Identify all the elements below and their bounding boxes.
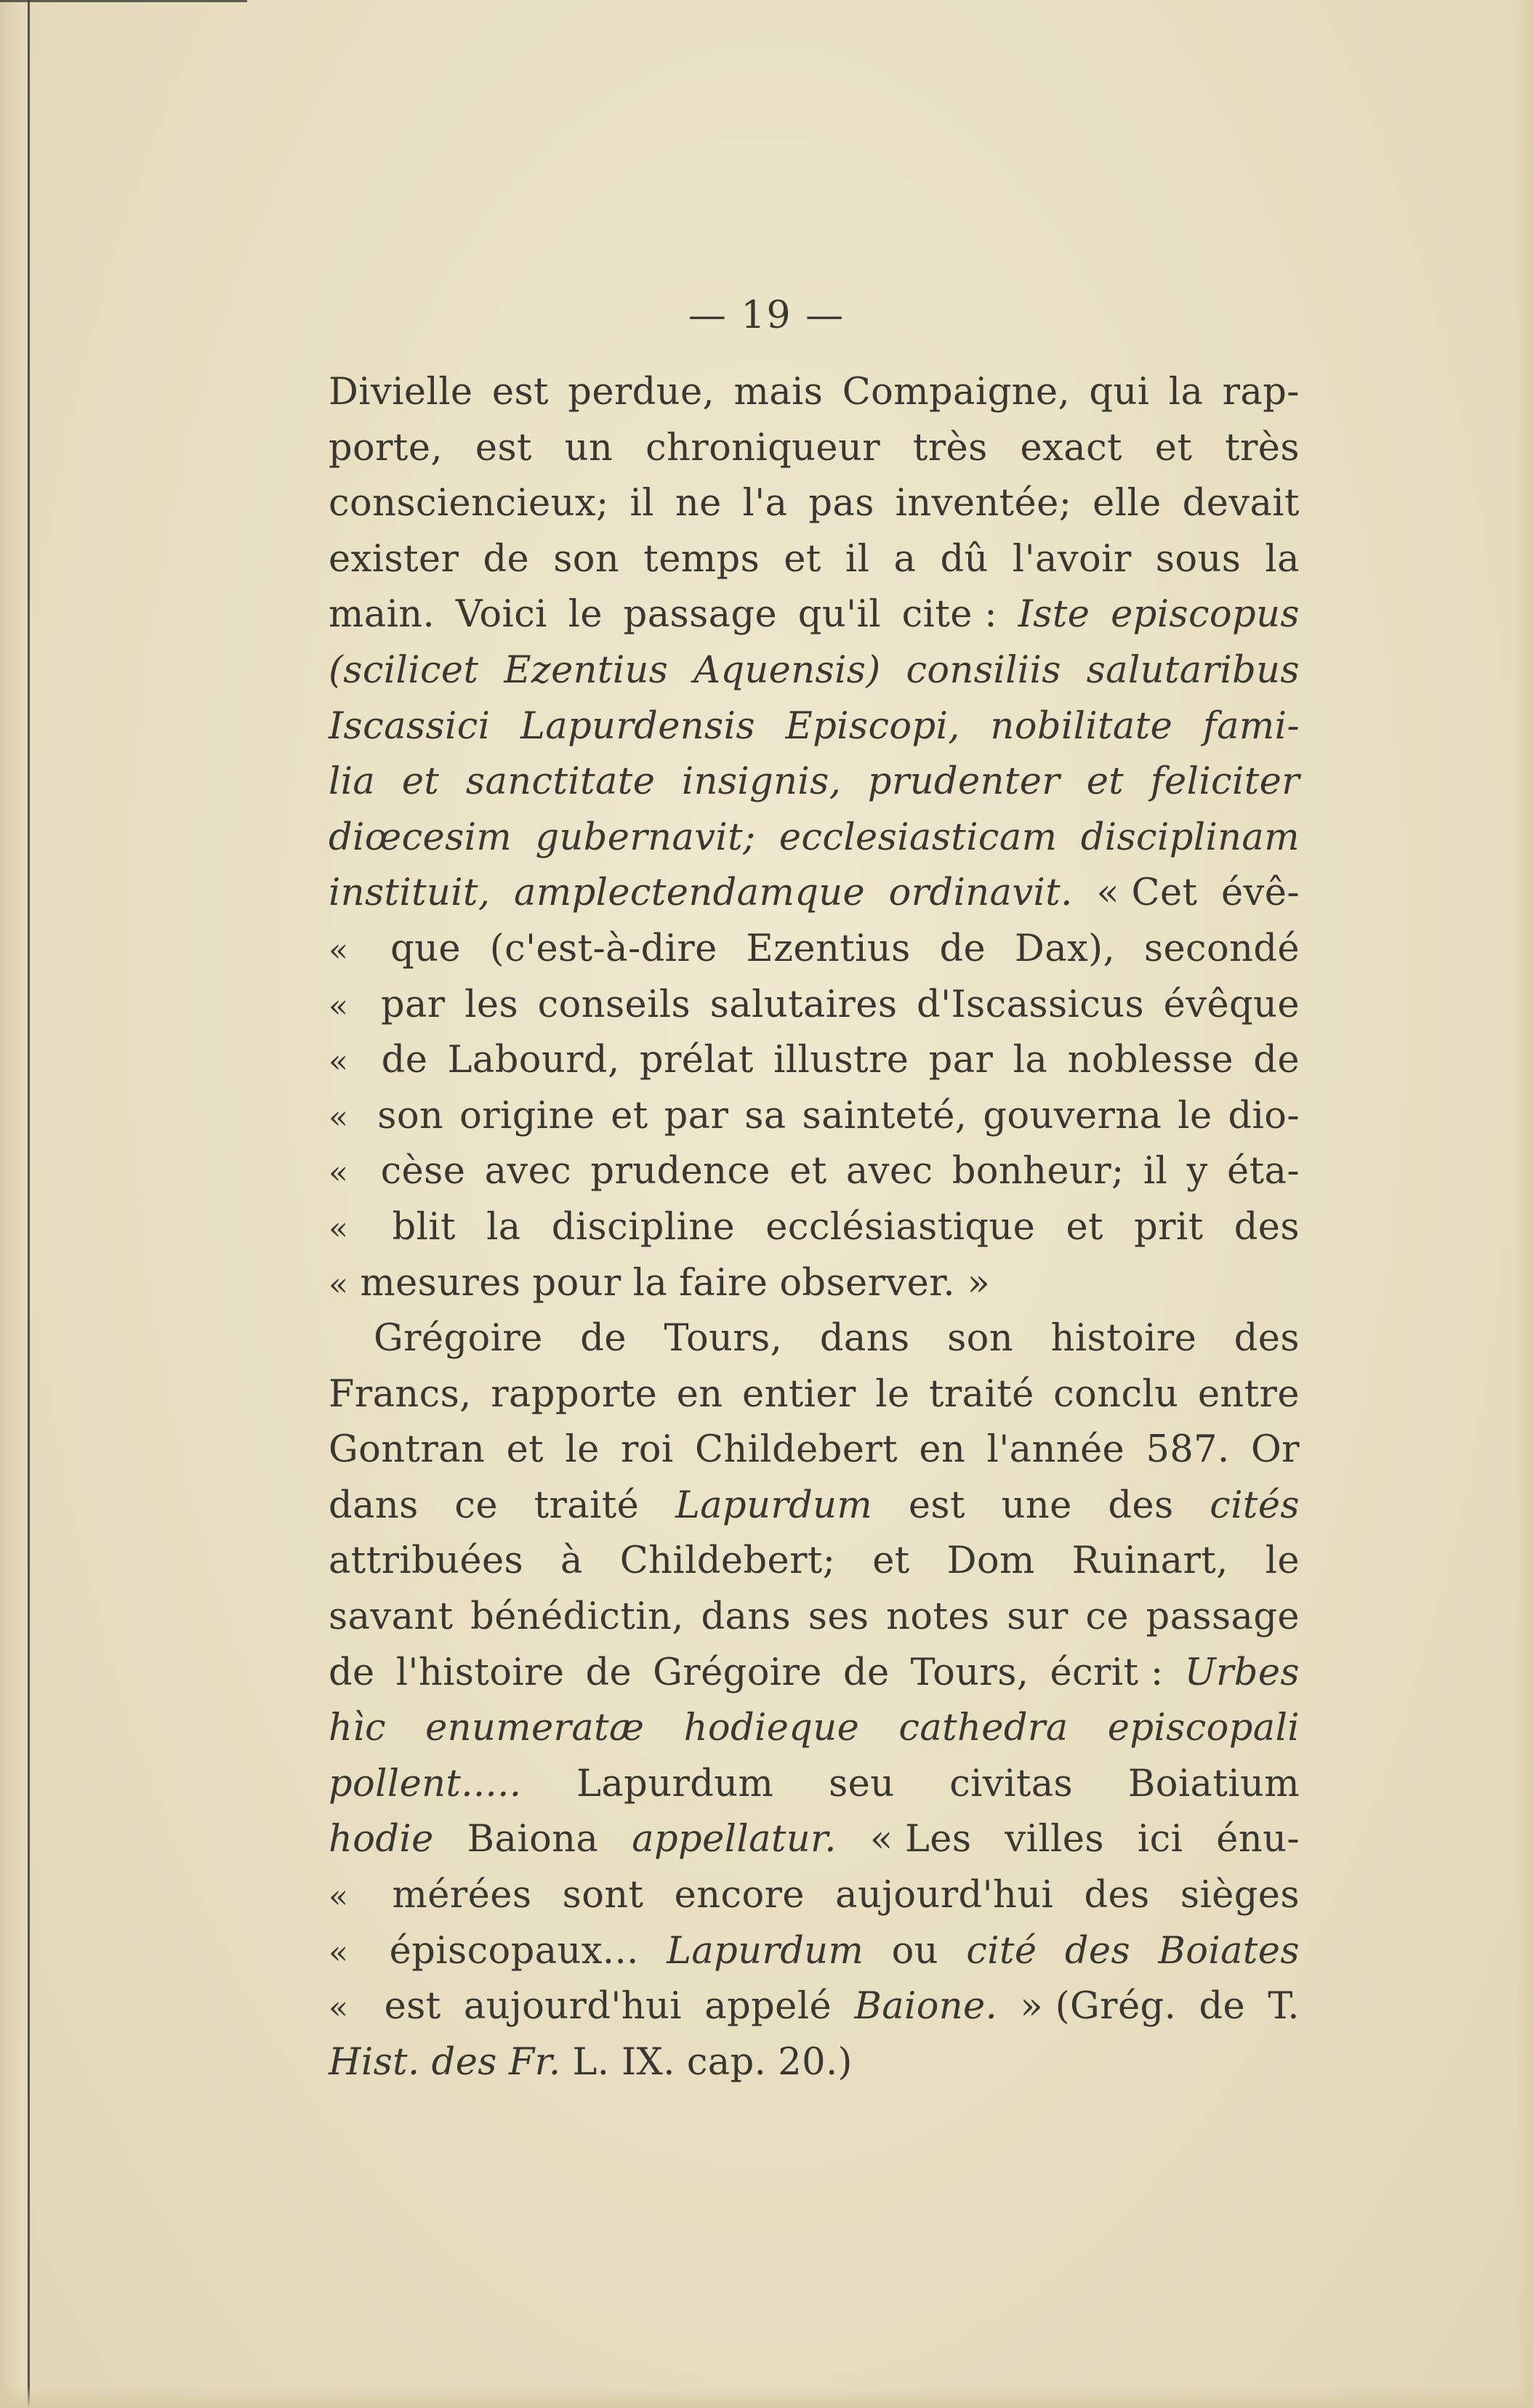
word: Compaigne, — [842, 371, 1071, 414]
word: sous — [1155, 537, 1242, 581]
word: diœcesim — [329, 816, 512, 859]
word: prudence — [590, 1150, 770, 1193]
word: gubernavit; — [535, 816, 756, 859]
word: sièges — [1180, 1874, 1300, 1917]
word: feliciter — [1150, 760, 1300, 804]
word: Childebert — [694, 1428, 898, 1472]
word: appellatur. — [632, 1818, 837, 1861]
word: ne — [675, 482, 722, 526]
word: bénédictin, — [470, 1595, 684, 1639]
word: l'a — [742, 482, 788, 526]
page-right-edge — [1516, 0, 1533, 2408]
word: passage — [1146, 1595, 1300, 1639]
word: le — [1265, 1539, 1300, 1583]
word: de — [585, 1651, 632, 1694]
word: l'avoir — [1012, 537, 1132, 581]
word: à — [560, 1539, 583, 1583]
word: origine — [459, 1094, 595, 1137]
word: discipline — [551, 1205, 736, 1249]
word: une — [1001, 1483, 1072, 1527]
word: Dax), — [1014, 927, 1116, 970]
word: cités — [1210, 1483, 1300, 1527]
word: rap- — [1222, 371, 1300, 414]
word: écrit : — [1050, 1651, 1164, 1694]
word: Boiates — [1158, 1929, 1300, 1973]
word: bonheur; — [951, 1150, 1124, 1193]
word: Grégoire — [653, 1651, 822, 1694]
page-binding-line — [28, 0, 30, 2408]
word: est — [475, 426, 532, 470]
text-line — [329, 421, 1300, 477]
word: amplectendamque — [514, 871, 866, 915]
quote-mark: « — [329, 1878, 349, 1916]
word: de — [939, 927, 986, 970]
word: son — [553, 537, 620, 581]
text-line — [329, 1924, 1300, 1980]
word: observer. » — [779, 1261, 991, 1305]
word: par — [664, 1094, 729, 1137]
word: le — [565, 1428, 600, 1472]
word: Lapurdum — [667, 1929, 864, 1973]
word: seu — [829, 1762, 895, 1805]
word: hodie — [329, 1818, 434, 1861]
quote-mark: « — [329, 1265, 349, 1303]
word: y — [1186, 1150, 1208, 1193]
word: Ruinart, — [1071, 1539, 1228, 1583]
word: rapporte — [491, 1372, 658, 1416]
text-line — [329, 978, 1300, 1034]
word: aujourd'hui — [463, 1985, 682, 2029]
word: sur — [1007, 1595, 1069, 1639]
text-line — [329, 1033, 1300, 1089]
word: encore — [674, 1874, 805, 1917]
word: chroniqueur — [645, 426, 881, 470]
word: en — [919, 1428, 966, 1472]
text-line — [329, 2035, 1300, 2091]
word: énu- — [1216, 1818, 1300, 1861]
word: cèse — [380, 1150, 466, 1193]
word: il — [629, 482, 654, 526]
word: secondé — [1143, 927, 1300, 970]
word: des — [1234, 1205, 1300, 1249]
word: que — [390, 927, 461, 970]
word: de — [329, 1651, 375, 1694]
quote-mark: « — [329, 931, 349, 969]
text-line — [329, 1200, 1300, 1256]
word: la — [1265, 537, 1300, 581]
word: cathedra — [898, 1707, 1069, 1750]
word: traité — [929, 1372, 1034, 1416]
word: hodieque — [683, 1707, 860, 1750]
word: mesures — [360, 1261, 521, 1305]
word: l'année — [986, 1428, 1125, 1472]
word: par — [928, 1039, 994, 1082]
word: 587. — [1146, 1428, 1230, 1472]
word: de — [1253, 1039, 1300, 1082]
word: et — [872, 1539, 910, 1583]
quote-mark: « — [329, 987, 349, 1025]
word: noblesse — [1067, 1039, 1234, 1082]
word: son — [947, 1317, 1014, 1361]
word: Episcopi, — [785, 704, 960, 748]
word: Boiatium — [1127, 1762, 1300, 1805]
word: sainteté, — [802, 1094, 967, 1137]
word: exact — [1020, 426, 1122, 470]
word: Lapurdensis — [520, 704, 755, 748]
word: aujourd'hui — [835, 1874, 1054, 1917]
word: Or — [1250, 1428, 1300, 1472]
word: (c'est-à-dire — [489, 927, 717, 970]
word: Aquensis) — [693, 648, 881, 692]
word: Ezentius — [504, 648, 669, 692]
word: Francs, — [329, 1372, 472, 1416]
word: la — [1168, 371, 1204, 414]
body-text — [329, 365, 1300, 2090]
word: appelé — [704, 1985, 832, 2029]
word: sanctitate — [465, 760, 656, 804]
word: ordinavit. — [888, 871, 1073, 915]
text-line — [329, 1478, 1300, 1534]
text-line — [329, 1422, 1300, 1478]
word: de — [580, 1317, 627, 1361]
word: civitas — [949, 1762, 1074, 1805]
word: Voici — [455, 593, 547, 637]
word: ecclésiastique — [765, 1205, 1036, 1249]
word: mérées — [392, 1874, 532, 1917]
word: qui — [1089, 371, 1150, 414]
word: cité — [966, 1929, 1037, 1973]
word: « Les — [869, 1818, 972, 1861]
word: inventée; — [895, 482, 1072, 526]
word: épiscopaux... — [389, 1929, 639, 1973]
quote-mark: « — [329, 1154, 349, 1192]
word: blit — [392, 1205, 456, 1249]
word: par — [380, 983, 446, 1026]
word: cap. — [686, 2040, 767, 2084]
word: notes — [886, 1595, 990, 1639]
word: de — [483, 537, 530, 581]
word: conseils — [537, 983, 691, 1026]
word: sont — [562, 1874, 644, 1917]
word: a — [893, 537, 917, 581]
quote-mark: « — [329, 1209, 349, 1247]
word: qu'il — [797, 593, 881, 637]
word: episcopus — [1111, 593, 1300, 637]
word: pas — [808, 482, 874, 526]
word: son — [377, 1094, 444, 1137]
word: 20.) — [778, 2040, 853, 2084]
word: et — [784, 537, 821, 581]
word: episcopali — [1107, 1707, 1300, 1750]
text-line — [329, 1311, 1300, 1367]
word: très — [1225, 426, 1300, 470]
word: et — [789, 1150, 827, 1193]
text-line — [329, 1757, 1300, 1813]
quote-mark: « — [329, 1933, 349, 1971]
quote-mark: « — [329, 1043, 349, 1081]
word: histoire — [1050, 1317, 1197, 1361]
word: avec — [484, 1150, 572, 1193]
text-line — [329, 1089, 1300, 1145]
word: Tours, — [910, 1651, 1029, 1694]
word: ou — [891, 1929, 938, 1973]
text-line — [329, 643, 1300, 699]
word: traité — [534, 1483, 640, 1527]
word: Hist. — [329, 2040, 420, 2084]
text-line — [329, 754, 1300, 810]
text-line — [329, 1534, 1300, 1590]
page-number: — 19 — — [688, 294, 845, 337]
word: ses — [808, 1595, 869, 1639]
word: dû — [940, 537, 989, 581]
word: Iscassici — [329, 704, 491, 748]
text-line — [329, 365, 1300, 421]
word: savant — [329, 1595, 454, 1639]
word: gouverna — [983, 1094, 1162, 1137]
text-line — [329, 1812, 1300, 1868]
word: prit — [1134, 1205, 1204, 1249]
quote-mark: « — [329, 1989, 349, 2027]
word: des — [431, 2040, 497, 2084]
word: Dom — [946, 1539, 1035, 1583]
word: de — [381, 1039, 428, 1082]
word: Fr. — [508, 2040, 561, 2084]
word: Grégoire — [374, 1317, 543, 1361]
word: dans — [701, 1595, 792, 1639]
word: consciencieux; — [329, 482, 609, 526]
text-line — [329, 1144, 1300, 1200]
word: avec — [845, 1150, 933, 1193]
word: entre — [1197, 1372, 1300, 1416]
word: ici — [1137, 1818, 1183, 1861]
word: Gontran — [329, 1428, 486, 1472]
word: cite : — [901, 593, 998, 637]
word: illustre — [773, 1039, 909, 1082]
word: Baione. — [854, 1985, 998, 2029]
word: salutaribus — [1086, 648, 1300, 692]
word: porte, — [329, 426, 443, 470]
word: mais — [733, 371, 824, 414]
text-line — [329, 866, 1300, 922]
word: dans — [329, 1483, 419, 1527]
word: la — [486, 1205, 521, 1249]
word: T. — [1268, 1985, 1300, 2029]
word: Lapurdum — [675, 1483, 873, 1527]
word: faire — [679, 1261, 768, 1305]
word: en — [676, 1372, 723, 1416]
word: elle — [1093, 482, 1162, 526]
word: ce — [454, 1483, 498, 1527]
word: main. — [329, 593, 435, 637]
word: il — [1143, 1150, 1168, 1193]
word: des — [1108, 1483, 1174, 1527]
word: les — [464, 983, 519, 1026]
word: sa — [744, 1094, 786, 1137]
text-line — [329, 587, 1300, 643]
word: pollent..... — [329, 1762, 522, 1805]
word: (scilicet — [329, 648, 479, 692]
word: Childebert; — [619, 1539, 836, 1583]
word: la — [632, 1261, 668, 1305]
word: et — [506, 1428, 544, 1472]
word: insignis, — [681, 760, 842, 804]
text-line — [329, 1979, 1300, 2035]
word: instituit, — [329, 871, 491, 915]
word: et — [611, 1094, 648, 1137]
word: conclu — [1053, 1372, 1179, 1416]
text-line — [329, 1701, 1300, 1757]
word: évê- — [1220, 871, 1300, 915]
word: » (Grég. — [1020, 1985, 1177, 2029]
text-line — [329, 699, 1300, 755]
word: Iste — [1018, 593, 1090, 637]
word: éta- — [1227, 1150, 1300, 1193]
word: temps — [643, 537, 760, 581]
text-line — [329, 922, 1300, 978]
word: attribuées — [329, 1539, 524, 1583]
text-line — [329, 532, 1300, 588]
word: Lapurdum — [576, 1762, 774, 1805]
quote-mark: « — [329, 1098, 349, 1136]
text-line — [329, 1590, 1300, 1646]
word: L. IX. — [572, 2040, 675, 2084]
word: prudenter — [867, 760, 1061, 804]
word: Baiona — [467, 1818, 599, 1861]
word: ce — [1085, 1595, 1129, 1639]
word: dans — [819, 1317, 910, 1361]
word: le — [1178, 1094, 1212, 1137]
word: évêque — [1163, 983, 1300, 1026]
word: salutaires — [709, 983, 898, 1026]
word: des — [1064, 1929, 1131, 1973]
word: le — [875, 1372, 910, 1416]
text-line — [329, 810, 1300, 866]
word: devait — [1182, 482, 1300, 526]
word: il — [845, 537, 870, 581]
word: de — [842, 1651, 890, 1694]
word: la — [1013, 1039, 1048, 1082]
text-line — [329, 1256, 1300, 1312]
word: lia — [329, 760, 376, 804]
word: Labourd, — [447, 1039, 620, 1082]
word: disciplinam — [1080, 816, 1300, 859]
word: et — [401, 760, 440, 804]
text-line — [329, 476, 1300, 532]
word: l'histoire — [395, 1651, 565, 1694]
word: « Cet — [1096, 871, 1198, 915]
word: d'Iscassicus — [917, 983, 1145, 1026]
text-line — [329, 1868, 1300, 1924]
word: est — [908, 1483, 965, 1527]
word: passage — [623, 593, 778, 637]
word: villes — [1005, 1818, 1104, 1861]
word: roi — [621, 1428, 674, 1472]
page-top-rule — [0, 0, 247, 2]
word: exister — [329, 537, 459, 581]
word: ecclesiasticam — [778, 816, 1058, 859]
word: fami- — [1202, 704, 1300, 748]
word: Divielle — [329, 371, 473, 414]
word: perdue, — [568, 371, 715, 414]
word: des — [1234, 1317, 1300, 1361]
word: le — [568, 593, 603, 637]
word: Urbes — [1184, 1651, 1300, 1694]
word: consiliis — [906, 648, 1061, 692]
word: et — [1066, 1205, 1103, 1249]
word: prélat — [639, 1039, 754, 1082]
word: dio- — [1228, 1094, 1300, 1137]
word: pour — [532, 1261, 621, 1305]
word: est — [384, 1985, 441, 2029]
word: Ezentius — [746, 927, 911, 970]
word: des — [1084, 1874, 1150, 1917]
word: de — [1199, 1985, 1246, 2029]
word: est — [491, 371, 549, 414]
word: Tours, — [664, 1317, 783, 1361]
text-line — [329, 1646, 1300, 1702]
word: et — [1086, 760, 1124, 804]
word: entier — [742, 1372, 856, 1416]
page-bottom-edge — [0, 2386, 1533, 2408]
word: nobilitate — [990, 704, 1173, 748]
word: et — [1154, 426, 1193, 470]
word: un — [564, 426, 613, 470]
word: enumeratæ — [425, 1707, 645, 1750]
text-line — [329, 1367, 1300, 1423]
word: hìc — [329, 1707, 386, 1750]
word: très — [912, 426, 988, 470]
